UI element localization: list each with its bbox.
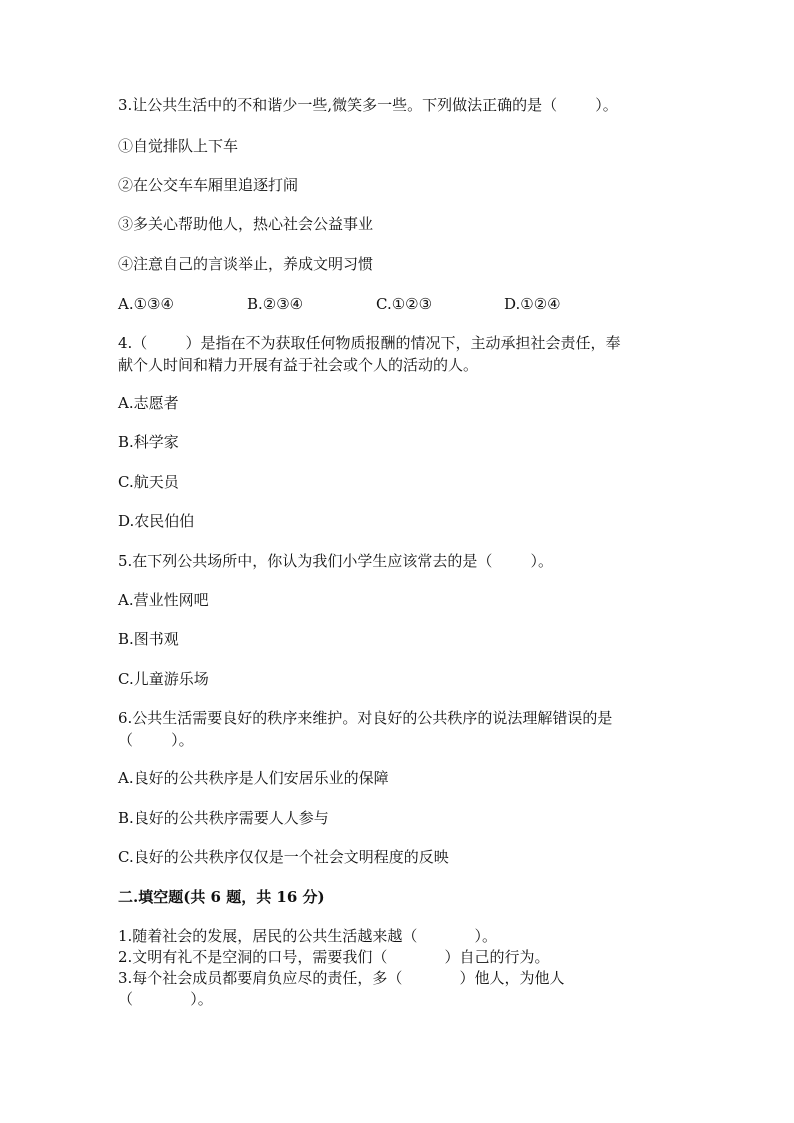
question-5-stem: 5.在下列公共场所中，你认为我们小学生应该常去的是（ ）。 xyxy=(118,552,553,570)
fill-blank-item-2: 2.文明有礼不是空洞的口号，需要我们（ ）自己的行为。 xyxy=(118,948,550,966)
question-4-option-a: A.志愿者 xyxy=(118,394,179,412)
question-6-stem-line-1: 6.公共生活需要良好的秩序来维护。对良好的公共秩序的说法理解错误的是 xyxy=(118,709,613,727)
section-2-title: 二.填空题(共 6 题，共 16 分) xyxy=(118,888,325,906)
question-3-item-4: ④注意自己的言谈举止，养成文明习惯 xyxy=(118,255,374,273)
question-3-item-1: ①自觉排队上下车 xyxy=(118,137,239,155)
question-3-stem: 3.让公共生活中的不和谐少一些,微笑多一些。下列做法正确的是（ ）。 xyxy=(118,96,618,114)
question-6-option-a: A.良好的公共秩序是人们安居乐业的保障 xyxy=(118,769,389,787)
fill-blank-item-3-continued: （ ）。 xyxy=(118,990,213,1008)
question-5-option-b: B.图书观 xyxy=(118,630,179,648)
question-6-stem-line-2: （ ）。 xyxy=(118,731,194,749)
option-c: C.①②③ xyxy=(376,295,433,313)
question-6-option-c: C.良好的公共秩序仅仅是一个社会文明程度的反映 xyxy=(118,848,449,866)
question-4-stem-line-1: 4.（ ）是指在不为获取任何物质报酬的情况下，主动承担社会责任，奉 xyxy=(118,334,621,352)
question-4-stem-line-2: 献个人时间和精力开展有益于社会或个人的活动的人。 xyxy=(118,356,479,374)
question-5-option-a: A.营业性网吧 xyxy=(118,591,209,609)
question-4-option-d: D.农民伯伯 xyxy=(118,512,195,530)
option-a: A.①③④ xyxy=(118,295,174,313)
question-5-option-c: C.儿童游乐场 xyxy=(118,670,209,688)
option-b: B.②③④ xyxy=(247,295,304,313)
question-3-item-2: ②在公交车车厢里追逐打闹 xyxy=(118,176,299,194)
question-4-option-c: C.航天员 xyxy=(118,473,179,491)
fill-blank-item-3: 3.每个社会成员都要肩负应尽的责任，多（ ）他人，为他人 xyxy=(118,969,565,987)
option-d: D.①②④ xyxy=(504,295,561,313)
question-3-item-3: ③多关心帮助他人，热心社会公益事业 xyxy=(118,215,374,233)
fill-blank-item-1: 1.随着社会的发展，居民的公共生活越来越（ ）。 xyxy=(118,927,498,945)
question-4-option-b: B.科学家 xyxy=(118,433,179,451)
question-6-option-b: B.良好的公共秩序需要人人参与 xyxy=(118,809,329,827)
